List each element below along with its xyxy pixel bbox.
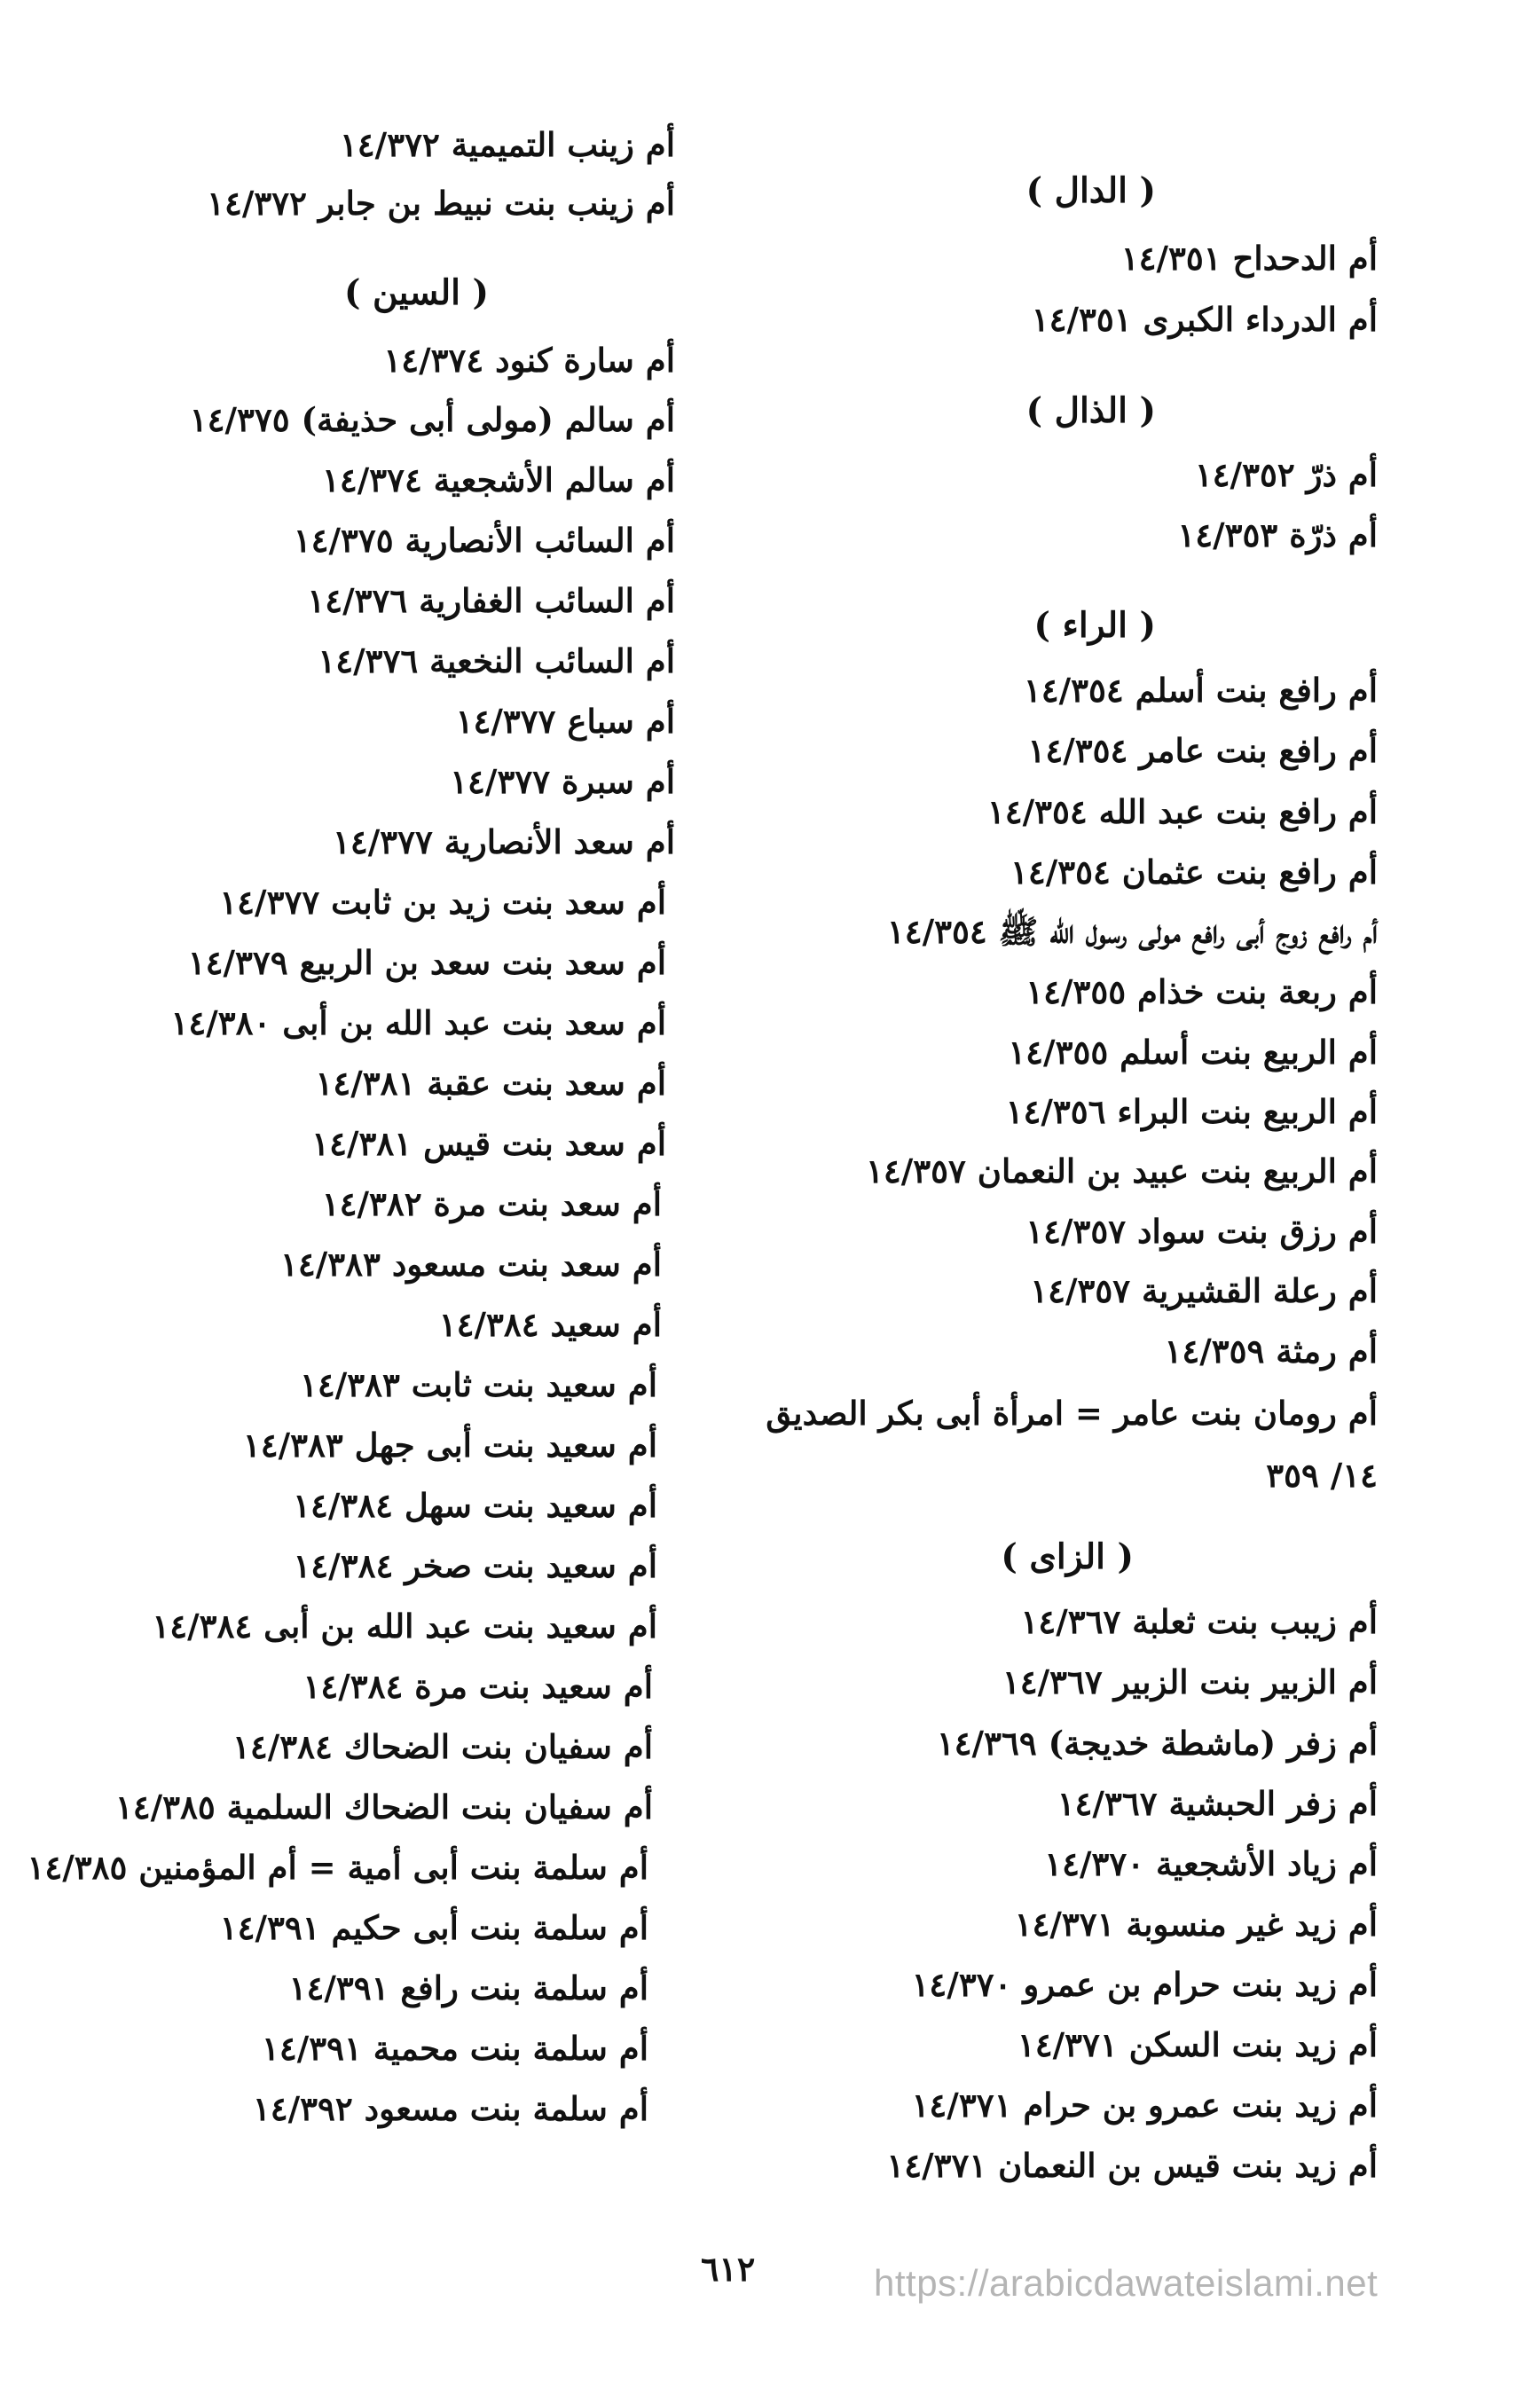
entry: أم الدحداح ١٤/٣٥١ [1120, 239, 1378, 278]
entry: أم سعد بنت سعد بن الربيع ١٤/٣٧٩ [187, 943, 666, 982]
entry: أم سعيد بنت أبى جهل ١٤/٣٨٣ [242, 1426, 657, 1465]
entry: أم زيد بنت قيس بن النعمان ١٤/٣٧١ [886, 2146, 1378, 2185]
entry: أم زينب بنت نبيط بن جابر ١٤/٣٧٢ [207, 184, 675, 223]
entry: أم زيد بنت عمرو بن حرام ١٤/٣٧١ [911, 2086, 1378, 2125]
entry: أم زيد غير منسوبة ١٤/٣٧١ [1014, 1905, 1378, 1944]
entry: أم زفر (ماشطة خديجة) ١٤/٣٦٩ [936, 1724, 1378, 1763]
watermark-url: https://arabicdawateislami.net [874, 2262, 1379, 2304]
entry: أم سالم (مولى أبى حذيفة) ١٤/٣٧٥ [189, 400, 675, 439]
entry: أم الدرداء الكبرى ١٤/٣٥١ [1031, 300, 1378, 339]
entry: أم سعد بنت قيس ١٤/٣٨١ [311, 1124, 666, 1163]
entry: أم سارة كنود ١٤/٣٧٤ [383, 341, 675, 380]
entry: أم سلمة بنت أبى حكيم ١٤/٣٩١ [219, 1908, 648, 1947]
entry: أم السائب الغفارية ١٤/٣٧٦ [307, 581, 675, 620]
entry: أم السائب الأنصارية ١٤/٣٧٥ [293, 521, 675, 560]
page-number: ٦١٢ [701, 2249, 756, 2289]
entry: أم رافع بنت عبد الله ١٤/٣٥٤ [986, 792, 1378, 831]
section-heading-sin: ( السين ) [343, 272, 489, 313]
entry: أم الربيع بنت البراء ١٤/٣٥٦ [1005, 1092, 1378, 1131]
section-heading-dal: ( الدال ) [1025, 170, 1156, 211]
entry: أم ذرّة ١٤/٣٥٣ [1177, 515, 1378, 554]
section-heading-ra: ( الراء ) [1033, 605, 1156, 646]
entry: أم رافع بنت عامر ١٤/٣٥٤ [1027, 731, 1378, 770]
entry: أم رومان بنت عامر = امرأة أبى بكر الصديق ١٤/ ٣٥٩ [766, 1394, 1378, 1495]
entry: أم سعيد بنت سهل ١٤/٣٨٤ [293, 1486, 657, 1525]
entry: أم سعد الأنصارية ١٤/٣٧٧ [332, 822, 675, 861]
entry: أم رمثة ١٤/٣٥٩ [1164, 1332, 1378, 1371]
entry: أم رافع بنت عثمان ١٤/٣٥٤ [1010, 852, 1378, 892]
entry: أم سلمة بنت أبى أمية = أم المؤمنين ١٤/٣٨٥ [27, 1848, 648, 1887]
entry: أم سفيان بنت الضحاك السلمية ١٤/٣٨٥ [114, 1787, 653, 1827]
entry: أم زياد الأشجعية ١٤/٣٧٠ [1044, 1844, 1378, 1883]
entry: أم ربعة بنت خذام ١٤/٣٥٥ [1025, 972, 1378, 1011]
entry: أم سعد بنت عبد الله بن أبى ١٤/٣٨٠ [170, 1003, 666, 1042]
entry: أم سلمة بنت مسعود ١٤/٣٩٢ [252, 2089, 648, 2128]
entry: أم زينب التميمية ١٤/٣٧٢ [339, 125, 675, 164]
entry: أم الزبير بنت الزبير ١٤/٣٦٧ [1002, 1662, 1378, 1701]
entry: أم الربيع بنت أسلم ١٤/٣٥٥ [1008, 1033, 1378, 1072]
entry: أم زفر الحبشية ١٤/٣٦٧ [1057, 1784, 1378, 1823]
entry: أم زيبب بنت ثعلبة ١٤/٣٦٧ [1020, 1602, 1378, 1641]
section-heading-dhal: ( الذال ) [1025, 390, 1156, 431]
entry: أم سعيد بنت مرة ١٤/٣٨٤ [302, 1667, 653, 1706]
entry: أم سفيان بنت الضحاك ١٤/٣٨٤ [232, 1727, 653, 1766]
entry: أم سعيد بنت ثابت ١٤/٣٨٣ [299, 1365, 657, 1404]
entry: أم سباع ١٤/٣٧٧ [455, 702, 675, 741]
entry: أم سعيد بنت عبد الله بن أبى ١٤/٣٨٤ [152, 1607, 657, 1646]
entry: أم سعد بنت مرة ١٤/٣٨٢ [321, 1184, 662, 1223]
entry: أم رزق بنت سواد ١٤/٣٥٧ [1025, 1212, 1378, 1251]
entry: أم رافع بنت أسلم ١٤/٣٥٤ [1023, 671, 1378, 710]
entry: أم زيد بنت السكن ١٤/٣٧١ [1017, 2025, 1378, 2064]
entry: أم رافع زوج أبى رافع مولى رسول الله ﷺ ١٤/٣٥٤ [886, 912, 1378, 951]
entry: أم زيد بنت حرام بن عمرو ١٤/٣٧٠ [911, 1965, 1378, 2004]
entry: أم سعيد بنت صخر ١٤/٣٨٤ [293, 1546, 657, 1585]
entry: أم سعيد ١٤/٣٨٤ [438, 1305, 662, 1344]
entry: أم ذرّ ١٤/٣٥٢ [1194, 455, 1378, 494]
entry: أم سلمة بنت رافع ١٤/٣٩١ [288, 1968, 648, 2007]
entry: أم سلمة بنت محمية ١٤/٣٩١ [262, 2029, 648, 2068]
entry: أم سالم الأشجعية ١٤/٣٧٤ [321, 460, 675, 499]
entry: أم سبرة ١٤/٣٧٧ [450, 762, 675, 801]
entry: أم سعد بنت عقبة ١٤/٣٨١ [315, 1064, 666, 1103]
entry: أم رعلة القشيرية ١٤/٣٥٧ [1030, 1271, 1378, 1310]
entry: أم سعد بنت زيد بن ثابت ١٤/٣٧٧ [219, 883, 666, 922]
section-heading-zay: ( الزاى ) [1001, 1536, 1134, 1577]
entry: أم الربيع بنت عبيد بن النعمان ١٤/٣٥٧ [866, 1151, 1378, 1190]
entry: أم سعد بنت مسعود ١٤/٣٨٣ [280, 1245, 662, 1284]
entry: أم السائب النخعية ١٤/٣٧٦ [318, 641, 675, 680]
